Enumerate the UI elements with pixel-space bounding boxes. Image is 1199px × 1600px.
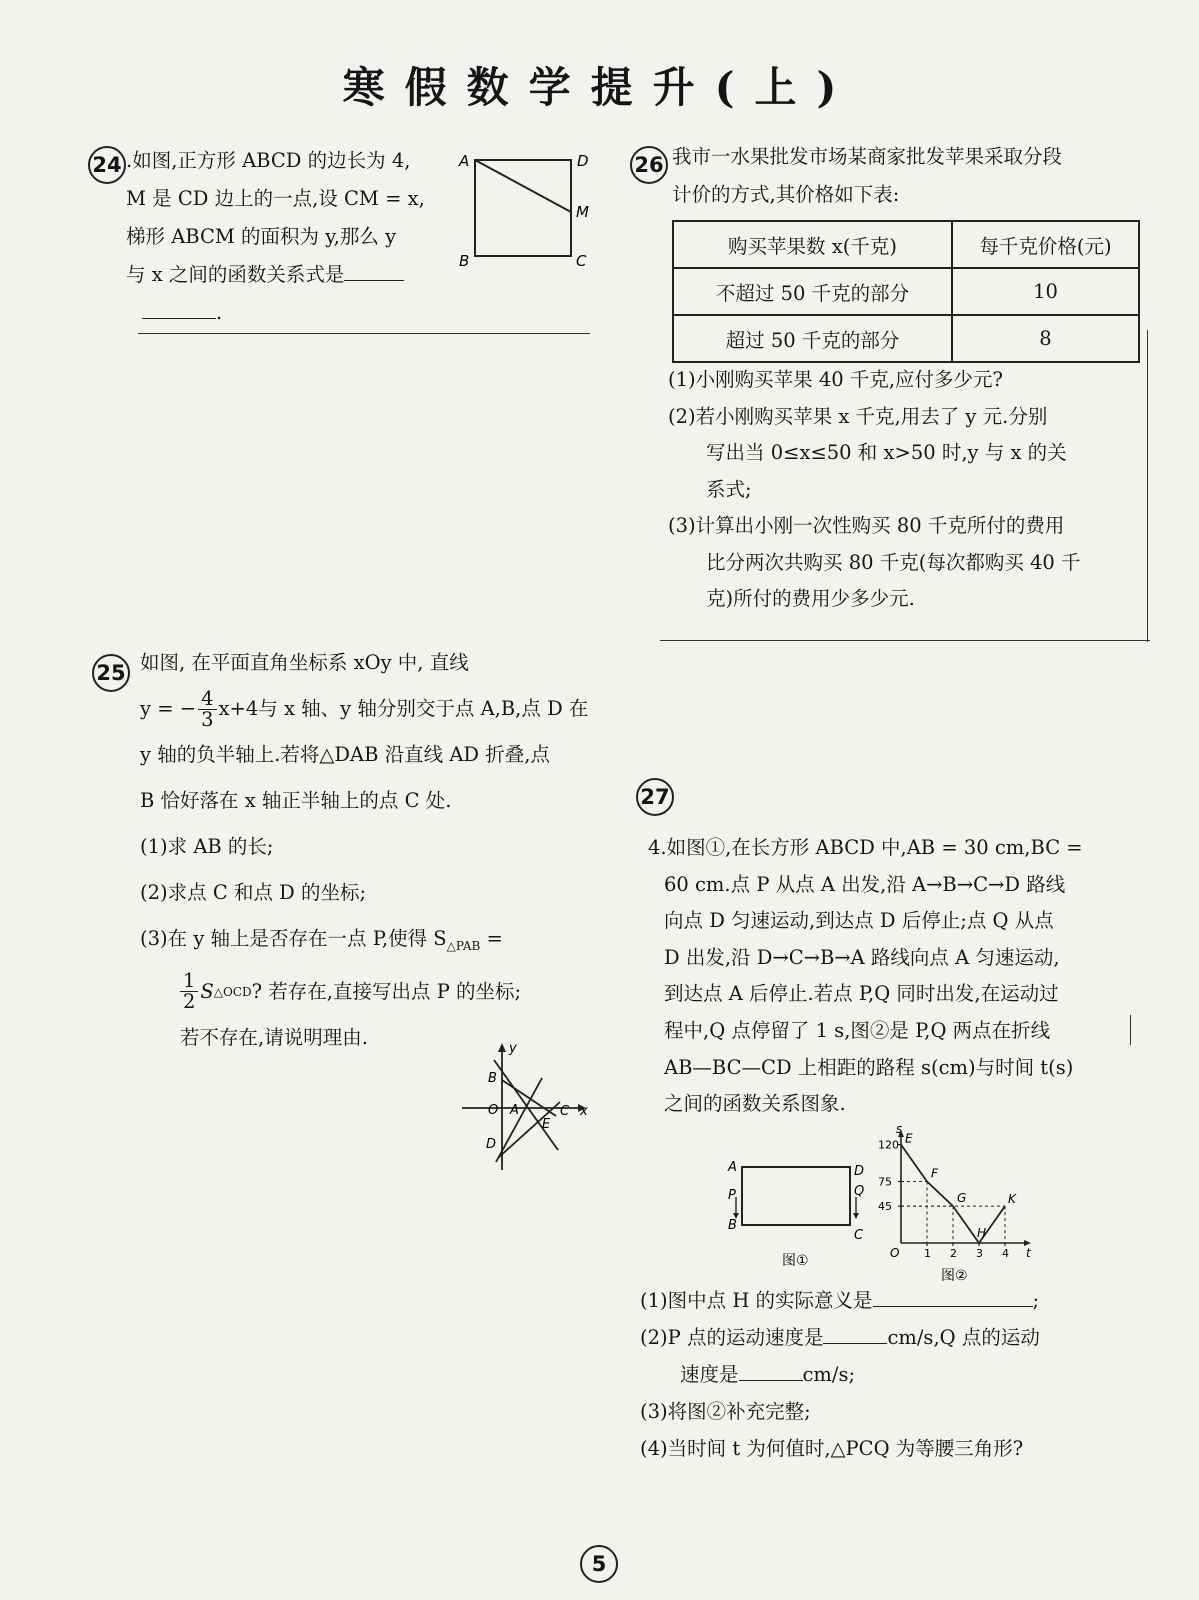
q25-line-3: y 轴的负半轴上.若将△DAB 沿直线 AD 折叠,点: [140, 743, 550, 766]
chart-line-segment: [927, 1182, 953, 1207]
q24-line-1: .如图,正方形 ABCD 的边长为 4,: [126, 149, 411, 172]
q-arrow-head: [853, 1213, 859, 1219]
price-table-header-quantity: 购买苹果数 x(千克): [673, 221, 952, 268]
q27-sub-2-blank-2[interactable]: [739, 1380, 803, 1381]
q26-sub-2-1: (2)若小刚购买苹果 x 千克,用去了 y 元.分别: [668, 404, 1048, 428]
q24-answer-blank[interactable]: [344, 280, 404, 281]
q27-sub-3: (3)将图②补充完整;: [640, 1400, 811, 1423]
label-d: D: [854, 1164, 865, 1179]
q25-sub-3-line3: 若不存在,请说明理由.: [180, 1025, 368, 1049]
q27-sub-1-blank[interactable]: [873, 1306, 1033, 1307]
chart-x-tick-label: 4: [1002, 1247, 1009, 1260]
price-table-cell: 10: [952, 268, 1139, 315]
q27-sub-4: (4)当时间 t 为何值时,△PCQ 为等腰三角形?: [640, 1437, 1024, 1460]
q25-frac-den: 3: [201, 707, 214, 731]
price-table-cell: 不超过 50 千克的部分: [673, 268, 952, 315]
chart-y-tick-label: 45: [878, 1200, 892, 1214]
q27-line-2: 60 cm.点 P 从点 A 出发,沿 A→B→C→D 路线: [664, 872, 1066, 896]
q25-half-den: 2: [183, 990, 196, 1014]
chart-line-segment: [901, 1145, 927, 1182]
q27-line-6: 程中,Q 点停留了 1 s,图②是 P,Q 两点在折线: [664, 1018, 1051, 1042]
q25-fraction: [198, 686, 216, 731]
q25-half-num: 1: [180, 971, 198, 992]
q27-sub-2-2: 速度是: [680, 1363, 739, 1386]
square-abcd: [475, 160, 571, 256]
q26-line-1: 我市一水果批发市场某商家批发苹果采取分段: [672, 145, 1063, 168]
q25-line-2-suffix: x+4与 x 轴、y 轴分别交于点 A,B,点 D 在: [218, 697, 589, 720]
line-ab: [494, 1060, 558, 1150]
q26-intro: [672, 138, 1152, 214]
q26-sub-2-2: 写出当 0≤x≤50 和 x>50 时,y 与 x 的关: [706, 441, 1067, 464]
q24-text: [126, 142, 456, 332]
chart-point-label: K: [1008, 1192, 1016, 1207]
label-a: A: [728, 1160, 737, 1175]
q24-divider: [138, 333, 590, 334]
q27-line-3: 向点 D 匀速运动,到达点 D 后停止;点 Q 从点: [664, 909, 1054, 933]
q25-sub-3-sub2: △OCD: [213, 984, 252, 999]
label-m: M: [576, 203, 589, 221]
price-table-row: [673, 315, 1139, 362]
chart-y-tick-label: 75: [878, 1175, 892, 1189]
q27-sub-1: (1)图中点 H 的实际意义是: [640, 1289, 873, 1312]
chart-origin-label: O: [890, 1246, 900, 1260]
chart-point-label: F: [931, 1166, 938, 1181]
q25-coordinate-figure: [460, 1040, 600, 1175]
q26-sub-1: (1)小刚购买苹果 40 千克,应付多少元?: [668, 368, 1003, 391]
q26-subquestions: [668, 362, 1148, 618]
label-d: D: [486, 1137, 497, 1152]
q26-sub-3-2: 比分两次共购买 80 千克(每次都购买 40 千: [706, 550, 1081, 574]
label-a: A: [459, 152, 470, 170]
chart-x-label: t: [1026, 1246, 1031, 1260]
q27-figure-1: [722, 1155, 872, 1275]
q26-line-2: 计价的方式,其价格如下表:: [672, 183, 900, 206]
q25-sub-3-sub1: △PAB: [446, 938, 481, 953]
q25-text: [140, 640, 600, 1061]
q27-text: [648, 830, 1138, 1123]
label-c: C: [576, 252, 587, 270]
q26-sub-2-3: 系式;: [706, 477, 752, 501]
q27-line-1: 4.如图①,在长方形 ABCD 中,AB = 30 cm,BC =: [648, 836, 1083, 859]
q25-sub-3-prefix: (3)在 y 轴上是否存在一点 P,使得 S: [140, 927, 447, 950]
q24-line-4: 与 x 之间的函数关系式是: [126, 263, 345, 286]
chart-point-label: E: [905, 1131, 913, 1146]
chart-point-label: H: [977, 1226, 987, 1240]
label-c: C: [560, 1104, 570, 1119]
q26-bottom-divider: [660, 640, 1150, 641]
q25-sub-3-s: S: [200, 979, 214, 1003]
q25-number: 25: [92, 654, 130, 692]
q24-line-3: 梯形 ABCM 的面积为 y,那么 y: [126, 225, 397, 248]
q27-line-8: 之间的函数关系图象.: [664, 1092, 846, 1116]
q24-square-figure: [455, 148, 595, 273]
label-a: A: [510, 1103, 519, 1118]
y-axis-arrow: [498, 1043, 506, 1052]
q26-sub-3-1: (3)计算出小刚一次性购买 80 千克所付的费用: [668, 514, 1065, 537]
price-table: [672, 220, 1140, 363]
price-table-header-price: 每千克价格(元): [952, 221, 1139, 268]
label-b: B: [459, 252, 470, 270]
price-table-row: [673, 268, 1139, 315]
chart-y-label: s: [896, 1125, 903, 1136]
q24-number: 24: [88, 146, 126, 184]
q27-figure-2-chart: [876, 1125, 1036, 1285]
label-c: C: [854, 1228, 864, 1243]
q25-line-1: 如图, 在平面直角坐标系 xOy 中, 直线: [140, 651, 469, 674]
segment-am: [475, 160, 571, 212]
label-q: Q: [854, 1184, 865, 1199]
q26-number: 26: [630, 146, 668, 184]
price-table-header-row: [673, 221, 1139, 268]
price-table-cell: 8: [952, 315, 1139, 362]
chart-y-tick-label: 120: [878, 1138, 899, 1152]
q27-line-4: D 出发,沿 D→C→B→A 路线向点 A 匀速运动,: [664, 945, 1060, 969]
label-b: B: [488, 1071, 497, 1086]
chart-x-tick-label: 3: [976, 1247, 983, 1260]
fig2-caption: 图②: [941, 1268, 968, 1284]
price-table-cell: 超过 50 千克的部分: [673, 315, 952, 362]
q25-sub-3-eq: =: [480, 927, 503, 950]
page-number: 5: [580, 1545, 618, 1583]
q27-sub-2-1: (2)P 点的运动速度是: [640, 1326, 824, 1349]
chart-x-tick-label: 1: [924, 1247, 931, 1260]
q25-line-4: B 恰好落在 x 轴正半轴上的点 C 处.: [140, 789, 452, 812]
label-b: B: [728, 1218, 737, 1233]
chart-line-segment: [953, 1206, 979, 1243]
page-title: 寒假数学提升(上): [342, 63, 857, 112]
q24-line-2: M 是 CD 边上的一点,设 CM = x,: [126, 187, 425, 210]
q27-number: 27: [636, 778, 674, 816]
label-x: x: [580, 1104, 588, 1119]
q27-subquestions: [640, 1282, 1120, 1467]
q25-sub-1: (1)求 AB 的长;: [140, 835, 274, 858]
q25-frac-num: 4: [198, 689, 216, 710]
q27-line-7: AB—BC—CD 上相距的路程 s(cm)与时间 t(s): [664, 1055, 1074, 1079]
fig1-caption: 图①: [782, 1253, 809, 1269]
chart-point-label: G: [957, 1191, 967, 1206]
rectangle-abcd: [742, 1167, 850, 1225]
label-p: P: [728, 1188, 736, 1203]
q27-sub-2-unit-2: cm/s;: [802, 1363, 856, 1386]
q25-half-fraction: [180, 971, 198, 1012]
label-d: D: [577, 152, 589, 170]
q26-sub-3-3: 克)所付的费用少多少元.: [706, 587, 915, 610]
q25-sub-2: (2)求点 C 和点 D 的坐标;: [140, 881, 367, 904]
label-o: O: [488, 1103, 499, 1118]
q25-sub-3-line2: ? 若存在,直接写出点 P 的坐标;: [251, 979, 522, 1003]
q27-sub-1-end: ;: [1032, 1289, 1040, 1312]
label-e: E: [542, 1117, 551, 1132]
chart-x-tick-label: 2: [950, 1247, 957, 1260]
q24-answer-blank-2[interactable]: [142, 318, 216, 319]
q27-sub-2-blank-1[interactable]: [823, 1343, 887, 1344]
q24-end-mark: .: [216, 301, 223, 324]
q25-line-2-prefix: y = −: [140, 697, 197, 720]
q27-line-5: 到达点 A 后停止.若点 P,Q 同时出发,在运动过: [664, 982, 1059, 1006]
q27-sub-2-unit: cm/s,Q 点的运动: [887, 1326, 1040, 1349]
label-y: y: [509, 1041, 517, 1056]
